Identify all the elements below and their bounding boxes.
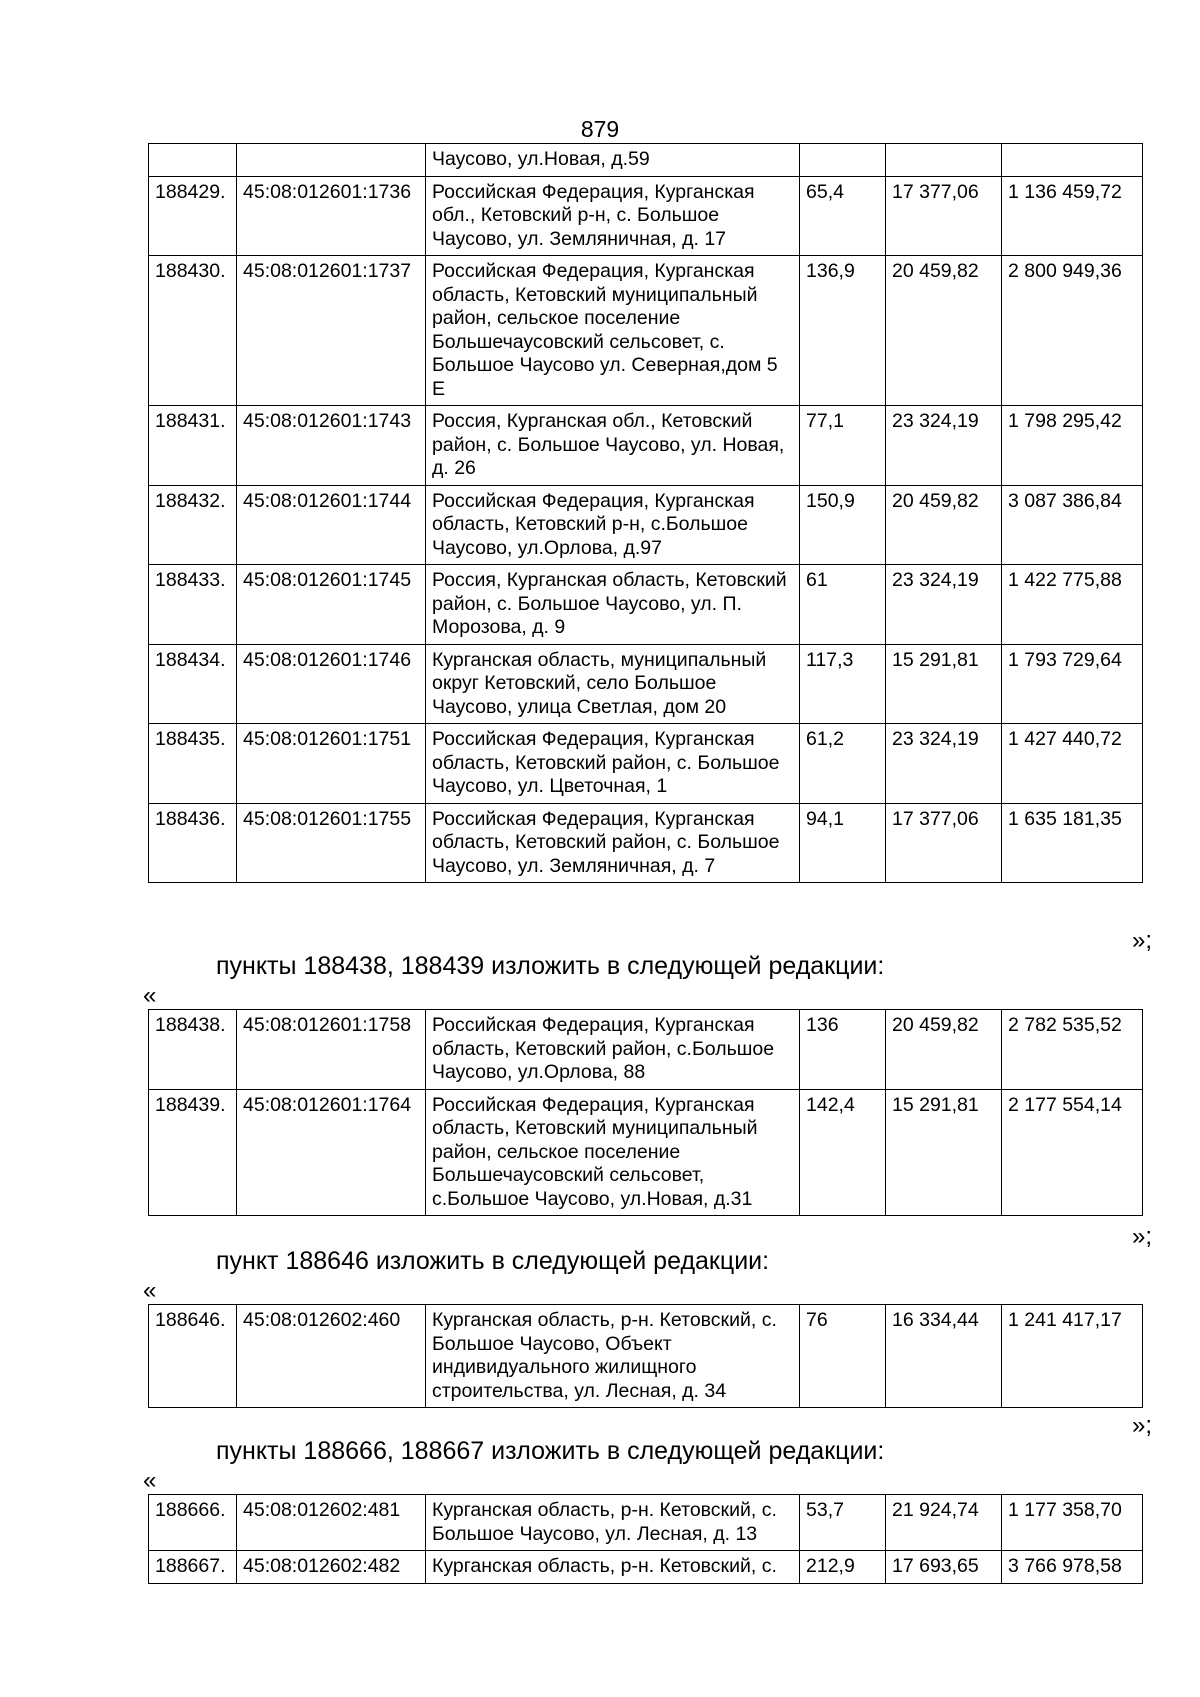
address-cell: Российская Федерация, Курганская обл., Кетовский р-н, с. Большое Чаусово, ул. Земляничная, д. 17 [426,176,800,256]
table-row [149,256,1143,406]
item-number-cell: 188432. [149,485,237,565]
price-per-sqm-cell: 17 693,65 [886,1551,1002,1584]
property-table-1 [148,143,1143,883]
cadastral-value-cell: 1 793 729,64 [1002,644,1143,724]
cadastral-value-cell: 2 177 554,14 [1002,1089,1143,1216]
area-cell [800,144,886,177]
cadastral-number-cell: 45:08:012601:1744 [237,485,426,565]
cadastral-value-cell: 1 241 417,17 [1002,1305,1143,1408]
cadastral-number-cell: 45:08:012601:1736 [237,176,426,256]
table-row [149,565,1143,645]
area-cell: 150,9 [800,485,886,565]
table-row [149,1089,1143,1216]
item-number-cell: 188430. [149,256,237,406]
item-number-cell: 188435. [149,724,237,804]
cadastral-value-cell [1002,144,1143,177]
cadastral-number-cell: 45:08:012601:1745 [237,565,426,645]
table-row [149,1305,1143,1408]
area-cell: 136 [800,1010,886,1090]
price-per-sqm-cell: 20 459,82 [886,256,1002,406]
area-cell: 53,7 [800,1495,886,1551]
item-number-cell: 188433. [149,565,237,645]
price-per-sqm-cell: 15 291,81 [886,1089,1002,1216]
opening-quote: « [143,1277,157,1304]
table-row [149,724,1143,804]
cadastral-number-cell: 45:08:012602:482 [237,1551,426,1584]
price-per-sqm-cell: 23 324,19 [886,406,1002,486]
cadastral-value-cell: 2 800 949,36 [1002,256,1143,406]
cadastral-value-cell: 3 766 978,58 [1002,1551,1143,1584]
cadastral-number-cell: 45:08:012601:1746 [237,644,426,724]
address-cell: Курганская область, р-н. Кетовский, с. Большое Чаусово, Объект индивидуального жилищного строительства, ул. Лесная, д. 34 [426,1305,800,1408]
address-cell: Курганская область, муниципальный округ Кетовский, село Большое Чаусово, улица Светлая, дом 20 [426,644,800,724]
item-number-cell: 188666. [149,1495,237,1551]
price-per-sqm-cell [886,144,1002,177]
table-row [149,803,1143,883]
area-cell: 212,9 [800,1551,886,1584]
price-per-sqm-cell: 17 377,06 [886,176,1002,256]
item-number-cell: 188429. [149,176,237,256]
property-table-3 [148,1304,1143,1408]
price-per-sqm-cell: 20 459,82 [886,485,1002,565]
item-number-cell: 188436. [149,803,237,883]
cadastral-number-cell: 45:08:012601:1764 [237,1089,426,1216]
amendment-instruction: пункты 188666, 188667 изложить в следующей редакции: [216,1437,885,1465]
cadastral-number-cell: 45:08:012601:1751 [237,724,426,804]
area-cell: 94,1 [800,803,886,883]
cadastral-value-cell: 3 087 386,84 [1002,485,1143,565]
property-table-2 [148,1009,1143,1216]
address-cell: Российская Федерация, Курганская область, Кетовский муниципальный район, сельское поселение Большечаусовский сельсовет, с.Большое Чаусово, ул.Новая, д.31 [426,1089,800,1216]
area-cell: 61,2 [800,724,886,804]
closing-quote: »; [1131,1412,1152,1439]
table-row [149,406,1143,486]
item-number-cell: 188439. [149,1089,237,1216]
cadastral-number-cell: 45:08:012601:1755 [237,803,426,883]
item-number-cell: 188431. [149,406,237,486]
item-number-cell: 188434. [149,644,237,724]
table-row [149,1551,1143,1584]
area-cell: 65,4 [800,176,886,256]
price-per-sqm-cell: 21 924,74 [886,1495,1002,1551]
amendment-instruction: пункт 188646 изложить в следующей редакции: [216,1247,770,1275]
item-number-cell [149,144,237,177]
address-cell: Российская Федерация, Курганская область, Кетовский район, с.Большое Чаусово, ул.Орлова, 88 [426,1010,800,1090]
cadastral-value-cell: 2 782 535,52 [1002,1010,1143,1090]
table-row [149,144,1143,177]
area-cell: 117,3 [800,644,886,724]
cadastral-value-cell: 1 427 440,72 [1002,724,1143,804]
address-cell: Курганская область, р-н. Кетовский, с. Большое Чаусово, ул. Лесная, д. 13 [426,1495,800,1551]
table-row [149,485,1143,565]
price-per-sqm-cell: 23 324,19 [886,565,1002,645]
cadastral-value-cell: 1 136 459,72 [1002,176,1143,256]
address-cell: Россия, Курганская область, Кетовский район, с. Большое Чаусово, ул. П. Морозова, д. 9 [426,565,800,645]
cadastral-number-cell: 45:08:012602:481 [237,1495,426,1551]
price-per-sqm-cell: 20 459,82 [886,1010,1002,1090]
cadastral-value-cell: 1 635 181,35 [1002,803,1143,883]
area-cell: 61 [800,565,886,645]
address-cell: Курганская область, р-н. Кетовский, с. [426,1551,800,1584]
cadastral-value-cell: 1 177 358,70 [1002,1495,1143,1551]
price-per-sqm-cell: 15 291,81 [886,644,1002,724]
area-cell: 136,9 [800,256,886,406]
closing-quote: »; [1131,1223,1152,1250]
area-cell: 76 [800,1305,886,1408]
cadastral-number-cell: 45:08:012601:1737 [237,256,426,406]
cadastral-value-cell: 1 798 295,42 [1002,406,1143,486]
table-row [149,176,1143,256]
item-number-cell: 188667. [149,1551,237,1584]
address-cell: Чаусово, ул.Новая, д.59 [426,144,800,177]
price-per-sqm-cell: 16 334,44 [886,1305,1002,1408]
opening-quote: « [143,1467,157,1494]
property-table-4 [148,1494,1143,1584]
opening-quote: « [143,982,157,1009]
cadastral-value-cell: 1 422 775,88 [1002,565,1143,645]
cadastral-number-cell: 45:08:012601:1758 [237,1010,426,1090]
cadastral-number-cell: 45:08:012602:460 [237,1305,426,1408]
table-row [149,644,1143,724]
area-cell: 77,1 [800,406,886,486]
cadastral-number-cell [237,144,426,177]
item-number-cell: 188438. [149,1010,237,1090]
area-cell: 142,4 [800,1089,886,1216]
closing-quote: »; [1131,927,1152,954]
address-cell: Российская Федерация, Курганская область, Кетовский район, с. Большое Чаусово, ул. Земляничная, д. 7 [426,803,800,883]
address-cell: Российская Федерация, Курганская область, Кетовский район, с. Большое Чаусово, ул. Цветочная, 1 [426,724,800,804]
cadastral-number-cell: 45:08:012601:1743 [237,406,426,486]
table-row [149,1495,1143,1551]
page-number: 879 [580,116,620,142]
address-cell: Российская Федерация, Курганская область, Кетовский муниципальный район, сельское поселение Большечаусовский сельсовет, с. Большое Чаусово ул. Северная,дом 5 Е [426,256,800,406]
table-row [149,1010,1143,1090]
address-cell: Российская Федерация, Курганская область, Кетовский р-н, с.Большое Чаусово, ул.Орлова, д.97 [426,485,800,565]
price-per-sqm-cell: 23 324,19 [886,724,1002,804]
price-per-sqm-cell: 17 377,06 [886,803,1002,883]
item-number-cell: 188646. [149,1305,237,1408]
amendment-instruction: пункты 188438, 188439 изложить в следующей редакции: [216,952,885,980]
address-cell: Россия, Курганская обл., Кетовский район, с. Большое Чаусово, ул. Новая, д. 26 [426,406,800,486]
